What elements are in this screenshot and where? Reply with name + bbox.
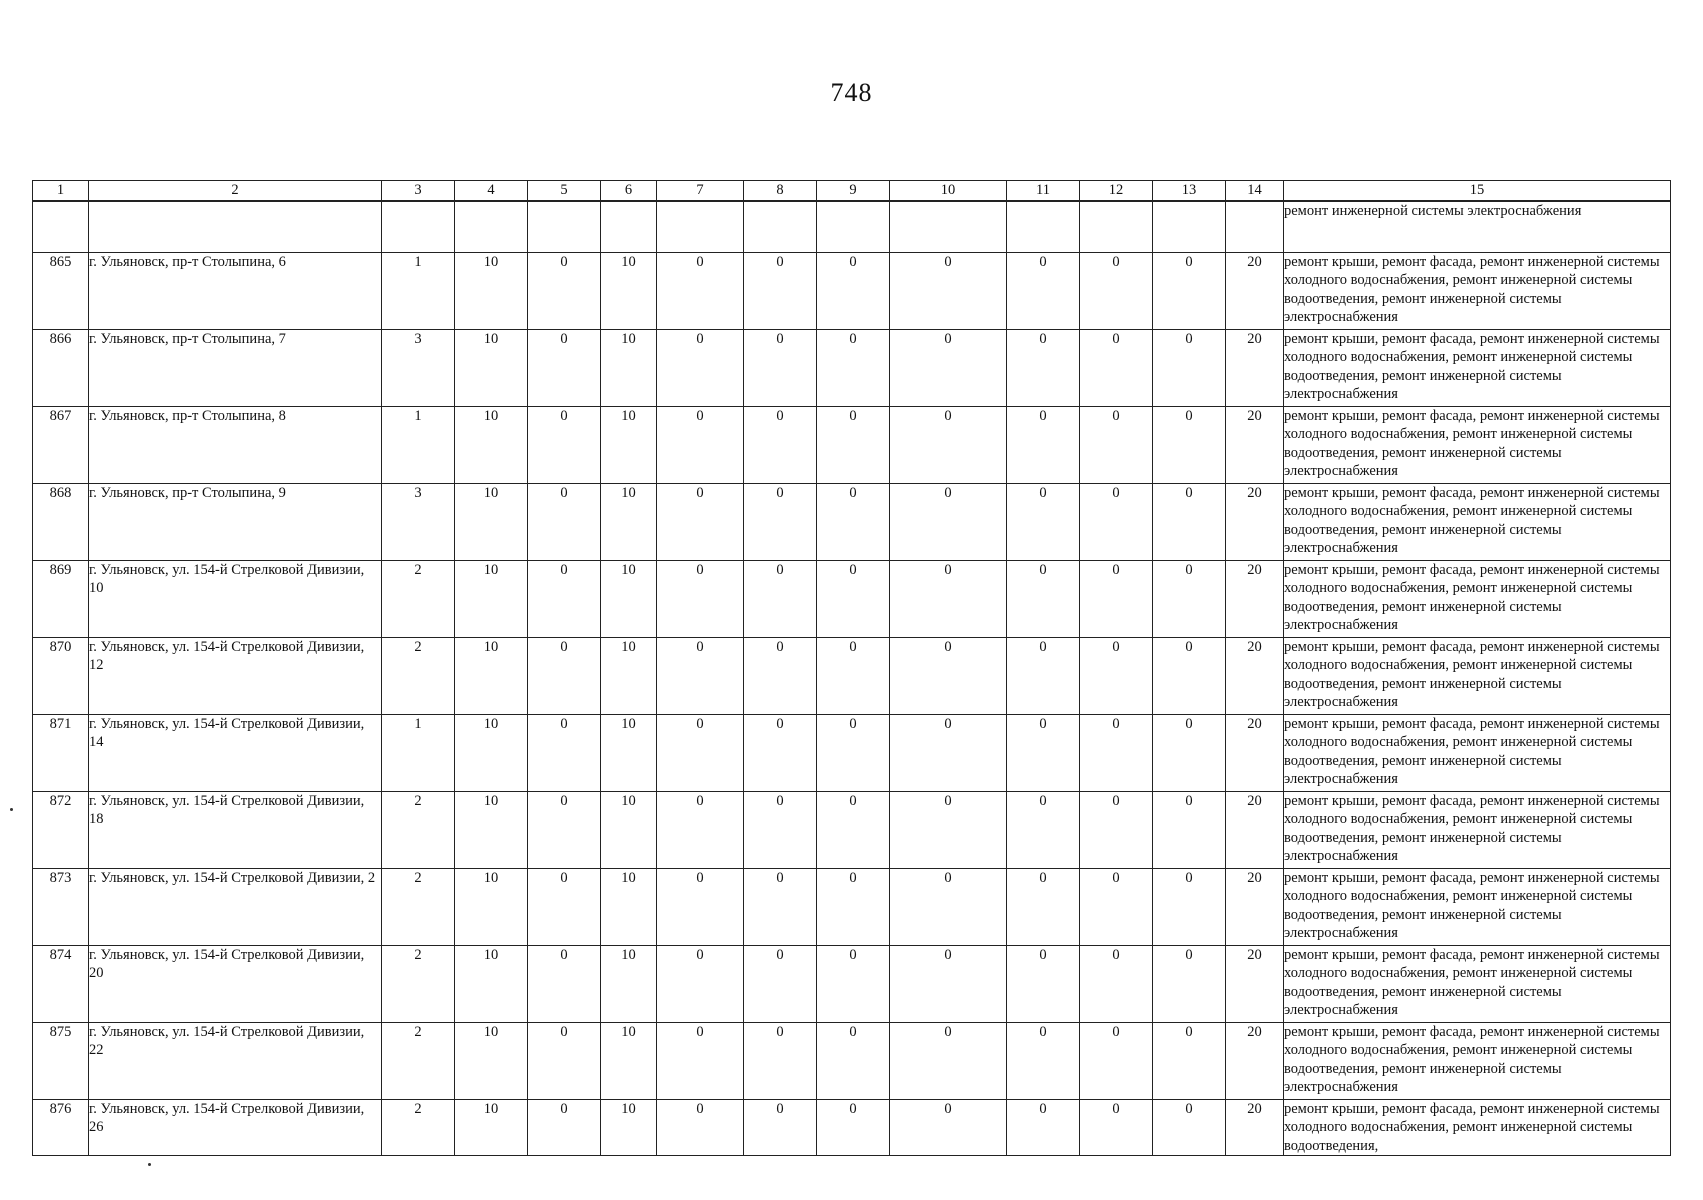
cell-c10: 0 <box>890 791 1007 868</box>
cell-c11: 0 <box>1007 945 1080 1022</box>
cell-c10: 0 <box>890 637 1007 714</box>
cell-c14 <box>1226 201 1284 252</box>
cell-c11: 0 <box>1007 1099 1080 1156</box>
cell-work: ремонт крыши, ремонт фасада, ремонт инженерной системы холодного водоснабжения, ремонт инженерной системы водоотведения, ремонт инженерной системы электроснабжения <box>1284 406 1671 483</box>
cell-c6: 10 <box>601 329 657 406</box>
cell-c13: 0 <box>1153 637 1226 714</box>
cell-c6: 10 <box>601 945 657 1022</box>
cell-c14: 20 <box>1226 483 1284 560</box>
cell-c4: 10 <box>455 560 528 637</box>
cell-no: 865 <box>33 252 89 329</box>
cell-c8: 0 <box>744 1022 817 1099</box>
cell-c12 <box>1080 201 1153 252</box>
cell-c11: 0 <box>1007 1022 1080 1099</box>
table-row <box>33 868 1671 945</box>
cell-address: г. Ульяновск, пр-т Столыпина, 9 <box>89 483 382 560</box>
cell-c8: 0 <box>744 945 817 1022</box>
cell-c7: 0 <box>657 637 744 714</box>
page-number: 748 <box>830 78 873 107</box>
cell-c4: 10 <box>455 483 528 560</box>
table-row <box>33 791 1671 868</box>
cell-c6: 10 <box>601 868 657 945</box>
cell-c9: 0 <box>817 945 890 1022</box>
table-row <box>33 560 1671 637</box>
cell-work: ремонт крыши, ремонт фасада, ремонт инженерной системы холодного водоснабжения, ремонт инженерной системы водоотведения, ремонт инженерной системы электроснабжения <box>1284 714 1671 791</box>
cell-c14: 20 <box>1226 945 1284 1022</box>
cell-no: 868 <box>33 483 89 560</box>
continuation-row <box>33 201 1671 252</box>
column-header-5: 5 <box>528 181 601 202</box>
cell-c14: 20 <box>1226 1022 1284 1099</box>
cell-no: 869 <box>33 560 89 637</box>
cell-c10: 0 <box>890 1099 1007 1156</box>
cell-c6: 10 <box>601 791 657 868</box>
cell-c6: 10 <box>601 1022 657 1099</box>
cell-address: г. Ульяновск, ул. 154-й Стрелковой Дивизии, 2 <box>89 868 382 945</box>
table-row <box>33 329 1671 406</box>
cell-c5: 0 <box>528 1099 601 1156</box>
cell-work: ремонт инженерной системы электроснабжения <box>1284 201 1671 252</box>
column-header-10: 10 <box>890 181 1007 202</box>
cell-c14: 20 <box>1226 252 1284 329</box>
cell-c11: 0 <box>1007 637 1080 714</box>
cell-c8: 0 <box>744 252 817 329</box>
cell-address: г. Ульяновск, пр-т Столыпина, 6 <box>89 252 382 329</box>
repair-schedule-table <box>32 180 1671 1156</box>
column-header-6: 6 <box>601 181 657 202</box>
cell-address: г. Ульяновск, пр-т Столыпина, 8 <box>89 406 382 483</box>
cell-c4: 10 <box>455 637 528 714</box>
cell-c7: 0 <box>657 1022 744 1099</box>
cell-c13: 0 <box>1153 714 1226 791</box>
cell-c5: 0 <box>528 483 601 560</box>
cell-c5: 0 <box>528 791 601 868</box>
cell-address <box>89 201 382 252</box>
cell-c11: 0 <box>1007 714 1080 791</box>
cell-c9: 0 <box>817 483 890 560</box>
cell-c12: 0 <box>1080 637 1153 714</box>
cell-c9: 0 <box>817 406 890 483</box>
cell-c7: 0 <box>657 868 744 945</box>
cell-c11: 0 <box>1007 329 1080 406</box>
cell-c3: 2 <box>382 637 455 714</box>
cell-c3: 3 <box>382 483 455 560</box>
cell-c9: 0 <box>817 1022 890 1099</box>
cell-c8: 0 <box>744 791 817 868</box>
cell-c13: 0 <box>1153 868 1226 945</box>
cell-c5: 0 <box>528 945 601 1022</box>
cell-c6: 10 <box>601 637 657 714</box>
cell-c12: 0 <box>1080 714 1153 791</box>
cell-c3: 2 <box>382 868 455 945</box>
cell-c6: 10 <box>601 483 657 560</box>
cell-c3: 2 <box>382 1022 455 1099</box>
cell-no: 867 <box>33 406 89 483</box>
cell-c9: 0 <box>817 252 890 329</box>
cell-c9 <box>817 201 890 252</box>
cell-c10: 0 <box>890 252 1007 329</box>
cell-c7: 0 <box>657 945 744 1022</box>
cell-work: ремонт крыши, ремонт фасада, ремонт инженерной системы холодного водоснабжения, ремонт инженерной системы водоотведения, ремонт инженерной системы электроснабжения <box>1284 637 1671 714</box>
cell-c11: 0 <box>1007 560 1080 637</box>
column-header-14: 14 <box>1226 181 1284 202</box>
cell-c13: 0 <box>1153 483 1226 560</box>
cell-c8: 0 <box>744 329 817 406</box>
cell-c5: 0 <box>528 252 601 329</box>
column-header-8: 8 <box>744 181 817 202</box>
cell-c12: 0 <box>1080 868 1153 945</box>
cell-c9: 0 <box>817 560 890 637</box>
cell-work: ремонт крыши, ремонт фасада, ремонт инженерной системы холодного водоснабжения, ремонт инженерной системы водоотведения, <box>1284 1099 1671 1156</box>
cell-c12: 0 <box>1080 1099 1153 1156</box>
cell-c10: 0 <box>890 945 1007 1022</box>
cell-c7: 0 <box>657 791 744 868</box>
cell-c14: 20 <box>1226 714 1284 791</box>
table-row <box>33 714 1671 791</box>
cell-c3: 2 <box>382 791 455 868</box>
cell-c10 <box>890 201 1007 252</box>
cell-c8: 0 <box>744 483 817 560</box>
cell-c3: 2 <box>382 1099 455 1156</box>
cell-work: ремонт крыши, ремонт фасада, ремонт инженерной системы холодного водоснабжения, ремонт инженерной системы водоотведения, ремонт инженерной системы электроснабжения <box>1284 483 1671 560</box>
cell-c9: 0 <box>817 1099 890 1156</box>
cell-no: 870 <box>33 637 89 714</box>
cell-no: 875 <box>33 1022 89 1099</box>
cell-c14: 20 <box>1226 406 1284 483</box>
cell-address: г. Ульяновск, ул. 154-й Стрелковой Дивизии, 12 <box>89 637 382 714</box>
cell-c6: 10 <box>601 560 657 637</box>
cell-c14: 20 <box>1226 1099 1284 1156</box>
table-header <box>33 181 1671 202</box>
cell-c4: 10 <box>455 252 528 329</box>
cell-c13: 0 <box>1153 329 1226 406</box>
cell-c4: 10 <box>455 1022 528 1099</box>
cell-c10: 0 <box>890 868 1007 945</box>
cell-c3: 1 <box>382 406 455 483</box>
table-row <box>33 637 1671 714</box>
table-row <box>33 945 1671 1022</box>
cell-address: г. Ульяновск, ул. 154-й Стрелковой Дивизии, 14 <box>89 714 382 791</box>
cell-c11: 0 <box>1007 252 1080 329</box>
column-header-3: 3 <box>382 181 455 202</box>
cell-c6: 10 <box>601 714 657 791</box>
cell-c8: 0 <box>744 637 817 714</box>
cell-c10: 0 <box>890 406 1007 483</box>
cell-c11 <box>1007 201 1080 252</box>
cell-no: 873 <box>33 868 89 945</box>
cell-c3: 1 <box>382 714 455 791</box>
cell-c7: 0 <box>657 560 744 637</box>
scan-speck <box>10 808 13 811</box>
cell-c9: 0 <box>817 791 890 868</box>
cell-c8: 0 <box>744 714 817 791</box>
column-header-2: 2 <box>89 181 382 202</box>
cell-c3: 2 <box>382 560 455 637</box>
cell-c13: 0 <box>1153 945 1226 1022</box>
cell-c12: 0 <box>1080 945 1153 1022</box>
cell-c13 <box>1153 201 1226 252</box>
column-header-11: 11 <box>1007 181 1080 202</box>
cell-c3: 1 <box>382 252 455 329</box>
cell-c5: 0 <box>528 637 601 714</box>
cell-c12: 0 <box>1080 1022 1153 1099</box>
cell-c7: 0 <box>657 329 744 406</box>
cell-c7: 0 <box>657 1099 744 1156</box>
cell-c12: 0 <box>1080 483 1153 560</box>
cell-c13: 0 <box>1153 791 1226 868</box>
scan-speck <box>148 1163 151 1166</box>
cell-c12: 0 <box>1080 560 1153 637</box>
cell-c12: 0 <box>1080 329 1153 406</box>
cell-c14: 20 <box>1226 791 1284 868</box>
cell-c7: 0 <box>657 406 744 483</box>
cell-c13: 0 <box>1153 406 1226 483</box>
cell-c5: 0 <box>528 329 601 406</box>
cell-c9: 0 <box>817 714 890 791</box>
cell-address: г. Ульяновск, ул. 154-й Стрелковой Дивизии, 10 <box>89 560 382 637</box>
cell-c11: 0 <box>1007 483 1080 560</box>
cell-c10: 0 <box>890 329 1007 406</box>
cell-c9: 0 <box>817 637 890 714</box>
table-row <box>33 1099 1671 1156</box>
cell-no: 874 <box>33 945 89 1022</box>
cell-c13: 0 <box>1153 560 1226 637</box>
cell-c6: 10 <box>601 1099 657 1156</box>
cell-c4: 10 <box>455 406 528 483</box>
cell-c7: 0 <box>657 714 744 791</box>
cell-c7: 0 <box>657 252 744 329</box>
table-row <box>33 252 1671 329</box>
cell-c4: 10 <box>455 868 528 945</box>
cell-c10: 0 <box>890 483 1007 560</box>
cell-c13: 0 <box>1153 252 1226 329</box>
cell-c13: 0 <box>1153 1099 1226 1156</box>
cell-c8: 0 <box>744 1099 817 1156</box>
cell-c5 <box>528 201 601 252</box>
column-header-12: 12 <box>1080 181 1153 202</box>
table-row <box>33 1022 1671 1099</box>
table-body <box>33 201 1671 1156</box>
cell-c8: 0 <box>744 560 817 637</box>
cell-c3 <box>382 201 455 252</box>
cell-c14: 20 <box>1226 329 1284 406</box>
cell-c8: 0 <box>744 868 817 945</box>
table-row <box>33 483 1671 560</box>
cell-c6 <box>601 201 657 252</box>
header-row <box>33 181 1671 202</box>
cell-c12: 0 <box>1080 252 1153 329</box>
cell-work: ремонт крыши, ремонт фасада, ремонт инженерной системы холодного водоснабжения, ремонт инженерной системы водоотведения, ремонт инженерной системы электроснабжения <box>1284 1022 1671 1099</box>
cell-c3: 2 <box>382 945 455 1022</box>
cell-c9: 0 <box>817 329 890 406</box>
cell-c7 <box>657 201 744 252</box>
cell-c14: 20 <box>1226 868 1284 945</box>
cell-c14: 20 <box>1226 560 1284 637</box>
cell-no <box>33 201 89 252</box>
cell-c4: 10 <box>455 945 528 1022</box>
cell-c11: 0 <box>1007 868 1080 945</box>
cell-c8 <box>744 201 817 252</box>
cell-address: г. Ульяновск, пр-т Столыпина, 7 <box>89 329 382 406</box>
cell-c7: 0 <box>657 483 744 560</box>
cell-c5: 0 <box>528 560 601 637</box>
cell-address: г. Ульяновск, ул. 154-й Стрелковой Дивизии, 18 <box>89 791 382 868</box>
cell-work: ремонт крыши, ремонт фасада, ремонт инженерной системы холодного водоснабжения, ремонт инженерной системы водоотведения, ремонт инженерной системы электроснабжения <box>1284 560 1671 637</box>
column-header-1: 1 <box>33 181 89 202</box>
cell-c5: 0 <box>528 1022 601 1099</box>
cell-address: г. Ульяновск, ул. 154-й Стрелковой Дивизии, 22 <box>89 1022 382 1099</box>
cell-c5: 0 <box>528 714 601 791</box>
cell-c11: 0 <box>1007 406 1080 483</box>
cell-c8: 0 <box>744 406 817 483</box>
cell-c13: 0 <box>1153 1022 1226 1099</box>
cell-no: 872 <box>33 791 89 868</box>
cell-work: ремонт крыши, ремонт фасада, ремонт инженерной системы холодного водоснабжения, ремонт инженерной системы водоотведения, ремонт инженерной системы электроснабжения <box>1284 252 1671 329</box>
cell-c14: 20 <box>1226 637 1284 714</box>
cell-c10: 0 <box>890 1022 1007 1099</box>
cell-c6: 10 <box>601 252 657 329</box>
cell-work: ремонт крыши, ремонт фасада, ремонт инженерной системы холодного водоснабжения, ремонт инженерной системы водоотведения, ремонт инженерной системы электроснабжения <box>1284 329 1671 406</box>
cell-no: 866 <box>33 329 89 406</box>
cell-c3: 3 <box>382 329 455 406</box>
column-header-4: 4 <box>455 181 528 202</box>
column-header-7: 7 <box>657 181 744 202</box>
cell-work: ремонт крыши, ремонт фасада, ремонт инженерной системы холодного водоснабжения, ремонт инженерной системы водоотведения, ремонт инженерной системы электроснабжения <box>1284 945 1671 1022</box>
cell-c12: 0 <box>1080 791 1153 868</box>
column-header-13: 13 <box>1153 181 1226 202</box>
cell-c5: 0 <box>528 868 601 945</box>
cell-address: г. Ульяновск, ул. 154-й Стрелковой Дивизии, 26 <box>89 1099 382 1156</box>
cell-c5: 0 <box>528 406 601 483</box>
cell-c4: 10 <box>455 329 528 406</box>
cell-c4 <box>455 201 528 252</box>
cell-c10: 0 <box>890 714 1007 791</box>
cell-c11: 0 <box>1007 791 1080 868</box>
cell-c4: 10 <box>455 1099 528 1156</box>
cell-no: 871 <box>33 714 89 791</box>
cell-c12: 0 <box>1080 406 1153 483</box>
cell-c6: 10 <box>601 406 657 483</box>
column-header-9: 9 <box>817 181 890 202</box>
column-header-15: 15 <box>1284 181 1671 202</box>
cell-work: ремонт крыши, ремонт фасада, ремонт инженерной системы холодного водоснабжения, ремонт инженерной системы водоотведения, ремонт инженерной системы электроснабжения <box>1284 791 1671 868</box>
cell-no: 876 <box>33 1099 89 1156</box>
table-row <box>33 406 1671 483</box>
cell-c4: 10 <box>455 714 528 791</box>
cell-c9: 0 <box>817 868 890 945</box>
cell-address: г. Ульяновск, ул. 154-й Стрелковой Дивизии, 20 <box>89 945 382 1022</box>
cell-work: ремонт крыши, ремонт фасада, ремонт инженерной системы холодного водоснабжения, ремонт инженерной системы водоотведения, ремонт инженерной системы электроснабжения <box>1284 868 1671 945</box>
cell-c4: 10 <box>455 791 528 868</box>
cell-c10: 0 <box>890 560 1007 637</box>
